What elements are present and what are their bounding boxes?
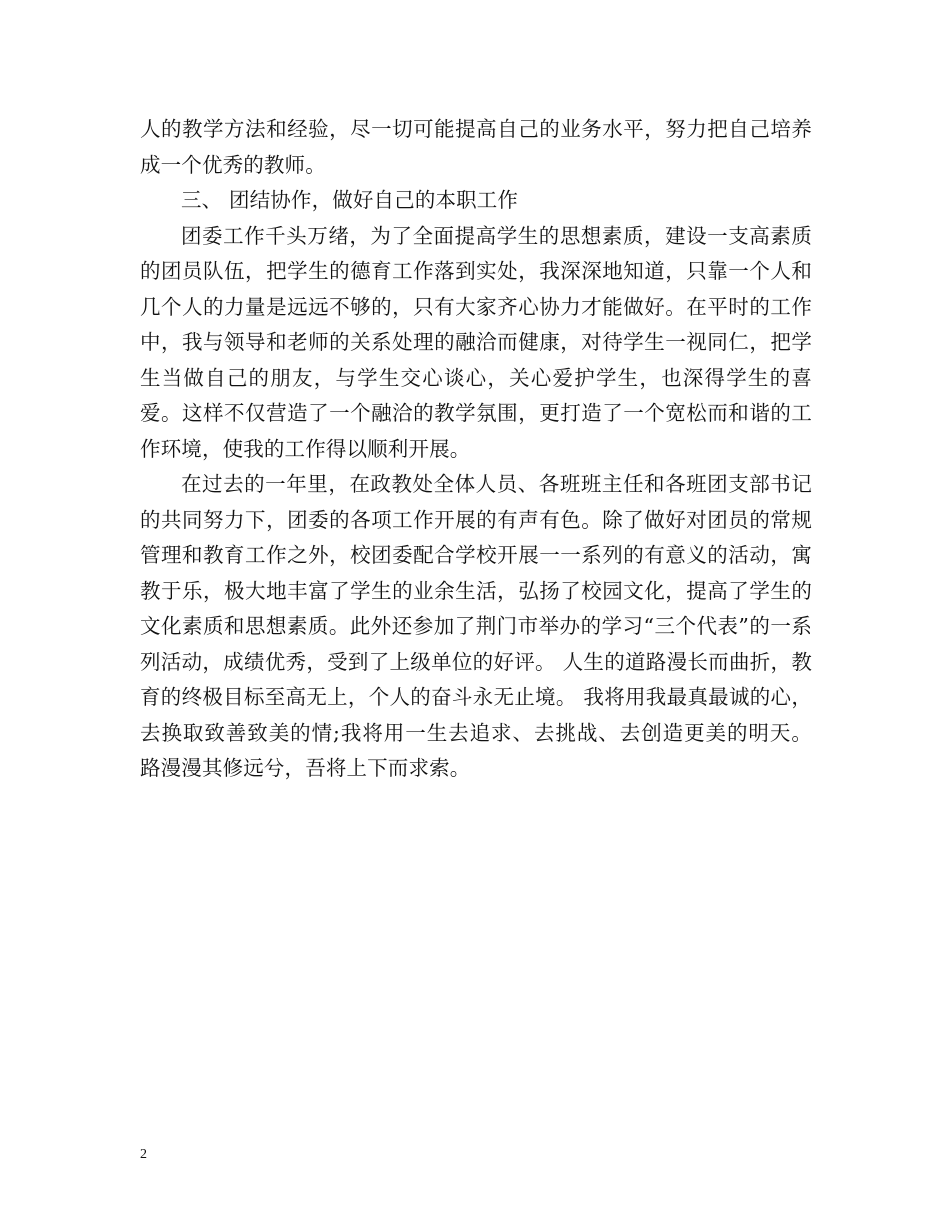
paragraph-continuation: 人的教学方法和经验，尽一切可能提高自己的业务水平，努力把自己培养成一个优秀的教师。	[140, 117, 812, 177]
paragraph-year-review: 在过去的一年里，在政教处全体人员、各班班主任和各班团支部书记的共同努力下，团委的各项工作开展的有声有色。除了做好对团员的常规管理和教育工作之外，校团委配合学校开展一一系列的有意义的活动，寓教于乐，极大地丰富了学生的业余生活，弘扬了校园文化，提高了学生的文化素质和思想素质。此外还参加了荆门市举办的学习“三个代表”的一系列活动，成绩优秀，受到了上级单位的好评。 人生的道路漫长而曲折，教育的终极目标至高无上，个人的奋斗永无止境。 我将用我最真最诚的心，去换取致善致美的情;我将用一生去追求、去挑战、去创造更美的明天。 路漫漫其修远兮，吾将上下而求索。	[140, 472, 812, 780]
page-number: 2	[140, 1147, 147, 1162]
section-heading-three: 三、 团结协作，做好自己的本职工作	[181, 188, 519, 212]
paragraph-teamwork: 团委工作千头万绪，为了全面提高学生的思想素质，建设一支高素质的团员队伍，把学生的德育工作落到实处，我深深地知道，只靠一个人和几个人的力量是远远不够的，只有大家齐心协力才能做好。在平时的工作中，我与领导和老师的关系处理的融洽而健康，对待学生一视同仁，把学生当做自己的朋友，与学生交心谈心，关心爱护学生，也深得学生的喜爱。这样不仅营造了一个融洽的教学氛围，更打造了一个宽松而和谐的工作环境，使我的工作得以顺利开展。	[140, 223, 812, 461]
document-body	[140, 112, 812, 787]
